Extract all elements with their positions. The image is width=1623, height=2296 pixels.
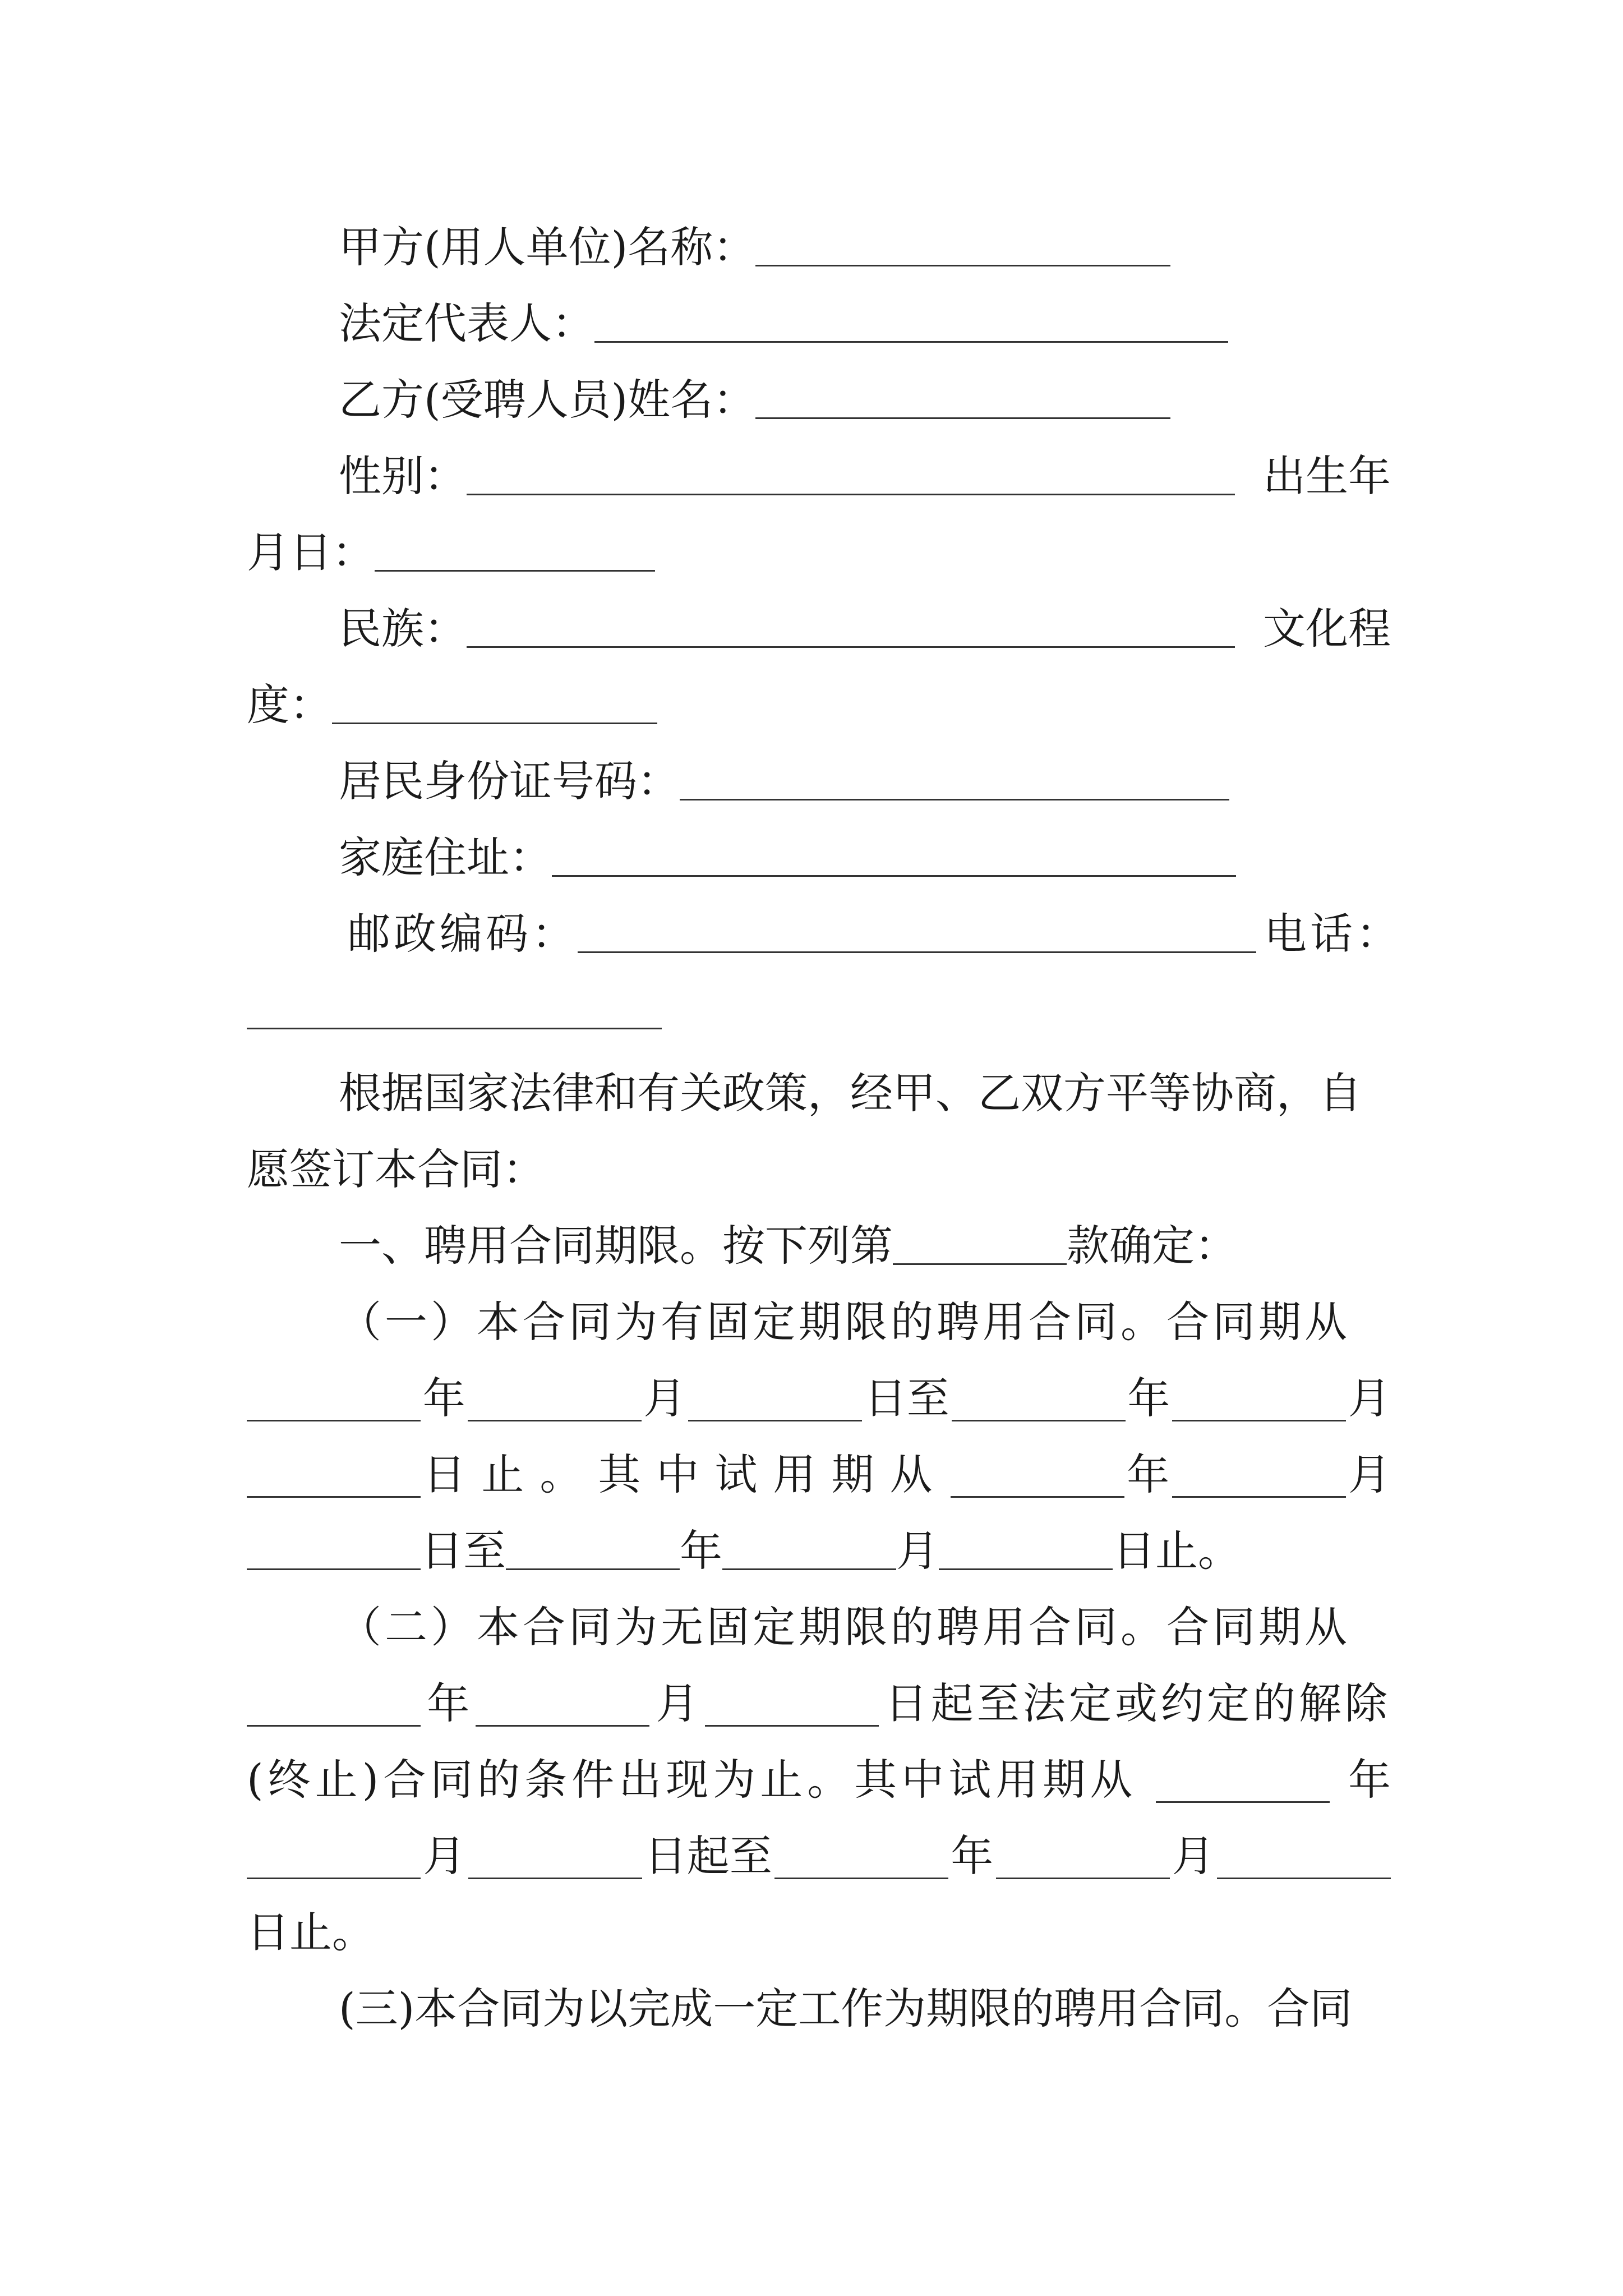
party-a-name-label: 甲方(用人单位)名称： (339, 222, 756, 272)
date-blank[interactable] (468, 1375, 642, 1421)
clause1b-line5 (247, 1894, 1391, 1971)
party-a-name-blank[interactable] (755, 220, 1170, 266)
clause1-prefix: 一、聘用合同期限。按下列第 (339, 1221, 893, 1271)
day-end-label: 日止。 (247, 1907, 375, 1957)
party-b-name-label: 乙方(受聘人员)姓名： (339, 375, 756, 425)
date-blank[interactable] (247, 1375, 421, 1421)
clause1a-line1 (247, 1283, 1391, 1360)
legal-rep-blank[interactable] (594, 296, 1228, 343)
education-label-part1: 文化程 (1263, 604, 1391, 654)
phone-label: 电话： (1264, 909, 1402, 959)
clause1-suffix: 款确定： (1067, 1221, 1237, 1271)
postcode-label: 邮政编码： (348, 909, 578, 959)
birth-blank[interactable] (375, 525, 655, 572)
year-label: 年 (1127, 1373, 1170, 1423)
date-blank[interactable] (1172, 1375, 1346, 1421)
trial-period-text: 日止。其中试用期从 (423, 1450, 948, 1499)
id-number-label: 居民身份证号码： (339, 756, 680, 806)
clause1b-line1 (247, 1589, 1391, 1665)
month-label: 月 (643, 1373, 686, 1423)
party-b-name-row (247, 361, 1391, 438)
date-blank[interactable] (951, 1451, 1124, 1498)
year-label: 年 (680, 1526, 722, 1576)
gender-label: 性别： (339, 451, 467, 501)
date-blank[interactable] (247, 1680, 421, 1727)
education-blank[interactable] (332, 678, 657, 724)
intro-line1 (247, 1055, 1391, 1131)
date-blank[interactable] (468, 1833, 642, 1879)
legal-rep-row (247, 285, 1391, 362)
clause1b-line3 (247, 1741, 1391, 1818)
month-label: 月 (656, 1678, 699, 1728)
day-to-label: 日至 (864, 1373, 949, 1423)
postcode-row (247, 895, 1402, 972)
education-label-part2: 度： (247, 680, 332, 730)
date-blank[interactable] (1217, 1833, 1391, 1879)
clause1a-line2 (247, 1360, 1391, 1437)
date-blank[interactable] (506, 1524, 680, 1570)
ethnicity-row (247, 590, 1391, 667)
date-blank[interactable] (247, 1524, 421, 1570)
date-blank[interactable] (722, 1524, 896, 1570)
date-blank[interactable] (705, 1680, 879, 1727)
clause1c-text: (三)本合同为以完成一定工作为期限的聘用合同。合同 (339, 1984, 1353, 2033)
birth-row (247, 514, 1391, 591)
birth-label-part1: 出生年 (1263, 451, 1391, 501)
gender-blank[interactable] (467, 449, 1235, 495)
intro-text-1: 根据国家法律和有关政策，经甲、乙双方平等协商，自 (339, 1068, 1362, 1118)
clause1b-text: （二）本合同为无固定期限的聘用合同。合同期从 (339, 1602, 1350, 1652)
date-blank[interactable] (688, 1375, 862, 1421)
date-blank[interactable] (774, 1833, 948, 1879)
party-a-name-row (247, 209, 1391, 286)
intro-text-2: 愿签订本合同： (247, 1144, 545, 1194)
date-blank[interactable] (1156, 1756, 1330, 1803)
ethnicity-blank[interactable] (467, 601, 1235, 648)
birth-label-part2: 月日： (247, 527, 375, 577)
clause1a-text: （一）本合同为有固定期限的聘用合同。合同期从 (339, 1297, 1350, 1347)
clause1c-line1 (247, 1970, 1391, 2047)
clause1-blank[interactable] (893, 1218, 1067, 1265)
day-end-label: 日止。 (1113, 1526, 1241, 1576)
day-from-to-label: 日起至 (644, 1831, 772, 1881)
gender-row (247, 438, 1391, 514)
address-label: 家庭住址： (339, 832, 552, 882)
date-blank[interactable] (939, 1524, 1113, 1570)
id-number-blank[interactable] (680, 754, 1229, 800)
year-label: 年 (422, 1373, 465, 1423)
clause1-row (247, 1207, 1391, 1284)
education-row (247, 666, 1391, 743)
date-blank[interactable] (247, 1833, 421, 1879)
month-label: 月 (423, 1831, 466, 1881)
month-label: 月 (896, 1526, 939, 1576)
clause1b-line2 (247, 1665, 1391, 1742)
year-label: 年 (1348, 1755, 1391, 1805)
date-blank[interactable] (1172, 1451, 1346, 1498)
clause1a-line3 (247, 1436, 1391, 1513)
clause1a-line4 (247, 1512, 1391, 1589)
phone-blank[interactable] (247, 983, 662, 1029)
id-number-row (247, 743, 1391, 820)
year-label: 年 (1127, 1450, 1170, 1499)
date-blank[interactable] (996, 1833, 1170, 1879)
month-label: 月 (1172, 1831, 1215, 1881)
intro-line2 (247, 1131, 1391, 1208)
legal-rep-label: 法定代表人： (339, 298, 594, 348)
address-blank[interactable] (552, 830, 1236, 877)
month-label: 月 (1348, 1450, 1391, 1499)
month-label: 月 (1348, 1373, 1391, 1423)
postcode-blank[interactable] (578, 907, 1256, 953)
ethnicity-label: 民族： (339, 604, 467, 654)
phone-row (247, 972, 1391, 1048)
year-label: 年 (427, 1678, 470, 1728)
clause1b-line4 (247, 1818, 1391, 1894)
clause1b-tail: 日起至法定或约定的解除 (884, 1678, 1391, 1728)
year-label: 年 (951, 1831, 994, 1881)
date-blank[interactable] (247, 1451, 421, 1498)
day-to-label: 日至 (421, 1526, 506, 1576)
clause1b-trial-text: (终止)合同的条件出现为止。其中试用期从 (247, 1755, 1137, 1805)
date-blank[interactable] (476, 1680, 649, 1727)
date-blank[interactable] (952, 1375, 1126, 1421)
address-row (247, 819, 1391, 896)
party-b-name-blank[interactable] (755, 372, 1170, 419)
